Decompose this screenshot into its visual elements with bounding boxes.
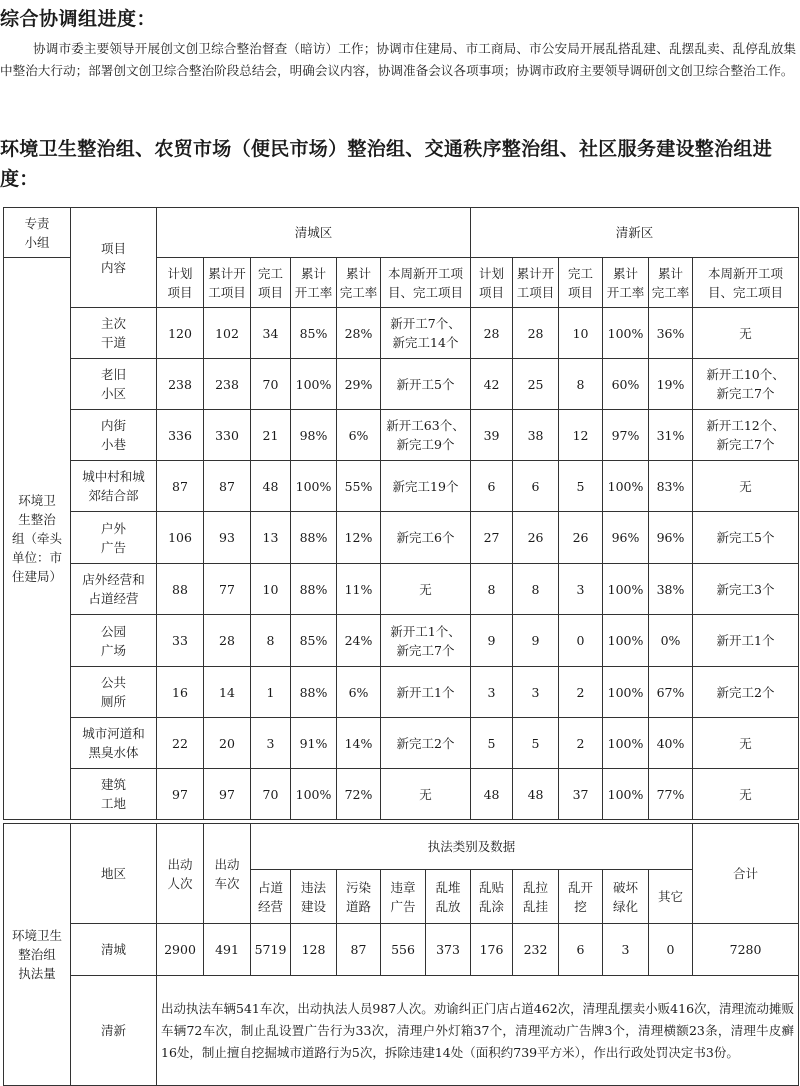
cell-qingcheng: 13 xyxy=(251,512,291,564)
section-title-progress: 环境卫生整治组、农贸市场（便民市场）整治组、交通秩序整治组、社区服务建设整治组进度： xyxy=(0,138,773,190)
cell-qingcheng: 72% xyxy=(337,769,381,820)
value-qingcheng: 373 xyxy=(426,924,471,976)
cell-qingxin: 2 xyxy=(559,718,603,769)
row-item-label: 公园 广场 xyxy=(71,615,157,667)
value-qingcheng: 176 xyxy=(471,924,513,976)
enforcement-table xyxy=(3,823,799,1086)
group-label: 环境卫 生整治 组（牵头 单位：市 住建局） xyxy=(4,258,71,820)
cell-qingcheng: 55% xyxy=(337,461,381,512)
cell-qingxin: 19% xyxy=(649,359,693,410)
table-row xyxy=(4,461,799,512)
area-qingcheng: 清城 xyxy=(71,924,157,976)
cell-qingxin: 100% xyxy=(603,308,649,359)
category-header: 乱贴 乱涂 xyxy=(471,870,513,924)
cell-qingxin: 25 xyxy=(513,359,559,410)
cell-qingcheng: 102 xyxy=(204,308,251,359)
table-row xyxy=(4,718,799,769)
category-header: 违法 建设 xyxy=(291,870,337,924)
header-district-qingxin: 清新区 xyxy=(471,208,799,258)
cell-qingxin: 28 xyxy=(471,308,513,359)
row-item-label: 公共 厕所 xyxy=(71,667,157,718)
cell-qingxin: 新完工3个 xyxy=(693,564,799,615)
col-header: 本周新开工项 目、完工项目 xyxy=(381,258,471,308)
cell-qingxin: 新完工5个 xyxy=(693,512,799,564)
cell-qingxin: 27 xyxy=(471,512,513,564)
category-header: 占道 经营 xyxy=(251,870,291,924)
col-header: 本周新开工项 目、完工项目 xyxy=(693,258,799,308)
cell-qingxin: 40% xyxy=(649,718,693,769)
cell-qingxin: 无 xyxy=(693,461,799,512)
cell-qingxin: 48 xyxy=(471,769,513,820)
cell-qingxin: 9 xyxy=(513,615,559,667)
header-vehicles: 出动 车次 xyxy=(204,824,251,924)
category-header: 破坏 绿化 xyxy=(603,870,649,924)
cell-qingcheng: 28% xyxy=(337,308,381,359)
col-header: 计划 项目 xyxy=(157,258,204,308)
cell-qingxin: 无 xyxy=(693,718,799,769)
category-header: 乱堆 乱放 xyxy=(426,870,471,924)
cell-qingxin: 36% xyxy=(649,308,693,359)
coordination-paragraph: 协调市委主要领导开展创文创卫综合整治督查（暗访）工作；协调市住建局、市工商局、市公安局开展乱搭乱建、乱摆乱卖、乱停乱放集中整治大行动；部署创文创卫综合整治阶段总结会，明确会议内容，协调准备会议各项事项；协调市政府主要领导调研创文创卫综合整治工作。 xyxy=(0,41,796,78)
cell-qingcheng: 21 xyxy=(251,410,291,461)
cell-qingxin: 新开工1个 xyxy=(693,615,799,667)
cell-qingcheng: 88% xyxy=(291,667,337,718)
cell-qingcheng: 70 xyxy=(251,769,291,820)
cell-qingxin: 67% xyxy=(649,667,693,718)
table-row xyxy=(4,564,799,615)
cell-qingxin: 26 xyxy=(559,512,603,564)
cell-qingcheng: 10 xyxy=(251,564,291,615)
header-item: 项目 内容 xyxy=(71,208,157,308)
table-row xyxy=(4,667,799,718)
cell-qingxin: 5 xyxy=(559,461,603,512)
enforcement-group-label: 环境卫生 整治组 执法量 xyxy=(4,824,71,1086)
cell-qingcheng: 6% xyxy=(337,667,381,718)
cell-qingcheng: 新开工7个、 新完工14个 xyxy=(381,308,471,359)
cell-qingxin: 0% xyxy=(649,615,693,667)
total-qingcheng: 7280 xyxy=(693,924,799,976)
header-enforcement: 执法类别及数据 xyxy=(251,824,693,870)
table-row xyxy=(4,512,799,564)
qingxin-summary: 出动执法车辆541车次，出动执法人员987人次。劝谕纠正门店占道462次，清理乱摆卖小贩416次，清理流动摊贩车辆72车次，制止乱设置广告行为33次，清理户外灯箱37个，清理流动广告牌3个，清理横额23条，清理牛皮癣16处，制止擅自挖掘城市道路行为5次，拆除违建14处（面积约739平方米），作出行政处罚决定书3份。 xyxy=(157,976,799,1086)
cell-qingcheng: 238 xyxy=(204,359,251,410)
cell-qingcheng: 70 xyxy=(251,359,291,410)
cell-qingcheng: 新完工6个 xyxy=(381,512,471,564)
value-qingcheng: 6 xyxy=(559,924,603,976)
header-area: 地区 xyxy=(71,824,157,924)
cell-qingcheng: 22 xyxy=(157,718,204,769)
cell-qingxin: 48 xyxy=(513,769,559,820)
cell-qingxin: 100% xyxy=(603,461,649,512)
cell-qingxin: 42 xyxy=(471,359,513,410)
cell-qingxin: 新开工10个、 新完工7个 xyxy=(693,359,799,410)
cell-qingxin: 2 xyxy=(559,667,603,718)
cell-qingcheng: 85% xyxy=(291,308,337,359)
people-qingcheng: 2900 xyxy=(157,924,204,976)
col-header: 累计开 工项目 xyxy=(513,258,559,308)
cell-qingcheng: 33 xyxy=(157,615,204,667)
cell-qingcheng: 8 xyxy=(251,615,291,667)
cell-qingxin: 38% xyxy=(649,564,693,615)
cell-qingxin: 100% xyxy=(603,564,649,615)
cell-qingcheng: 97 xyxy=(204,769,251,820)
cell-qingxin: 5 xyxy=(513,718,559,769)
cell-qingcheng: 29% xyxy=(337,359,381,410)
cell-qingxin: 5 xyxy=(471,718,513,769)
category-header: 其它 xyxy=(649,870,693,924)
row-item-label: 店外经营和 占道经营 xyxy=(71,564,157,615)
row-item-label: 城市河道和 黑臭水体 xyxy=(71,718,157,769)
col-header: 累计 完工率 xyxy=(649,258,693,308)
cell-qingcheng: 77 xyxy=(204,564,251,615)
category-header: 乱开 挖 xyxy=(559,870,603,924)
table-row xyxy=(4,308,799,359)
cell-qingxin: 100% xyxy=(603,718,649,769)
cell-qingxin: 新完工2个 xyxy=(693,667,799,718)
value-qingcheng: 3 xyxy=(603,924,649,976)
cell-qingxin: 96% xyxy=(603,512,649,564)
cell-qingcheng: 87 xyxy=(204,461,251,512)
cell-qingcheng: 87 xyxy=(157,461,204,512)
table-row xyxy=(4,410,799,461)
header-total: 合计 xyxy=(693,824,799,924)
cell-qingxin: 37 xyxy=(559,769,603,820)
category-header: 乱拉 乱挂 xyxy=(513,870,559,924)
cell-qingcheng: 100% xyxy=(291,359,337,410)
cell-qingxin: 31% xyxy=(649,410,693,461)
section-title-coordination: 综合协调组进度： xyxy=(0,8,157,30)
cell-qingcheng: 新完工2个 xyxy=(381,718,471,769)
cell-qingcheng: 106 xyxy=(157,512,204,564)
category-header: 污染 道路 xyxy=(337,870,381,924)
value-qingcheng: 87 xyxy=(337,924,381,976)
progress-table xyxy=(3,207,799,820)
table-row xyxy=(4,359,799,410)
cell-qingcheng: 24% xyxy=(337,615,381,667)
cell-qingxin: 28 xyxy=(513,308,559,359)
cell-qingxin: 60% xyxy=(603,359,649,410)
cell-qingcheng: 6% xyxy=(337,410,381,461)
table-row xyxy=(4,615,799,667)
cell-qingcheng: 93 xyxy=(204,512,251,564)
value-qingcheng: 5719 xyxy=(251,924,291,976)
row-item-label: 老旧 小区 xyxy=(71,359,157,410)
cell-qingxin: 3 xyxy=(471,667,513,718)
value-qingcheng: 556 xyxy=(381,924,426,976)
cell-qingcheng: 20 xyxy=(204,718,251,769)
cell-qingcheng: 14% xyxy=(337,718,381,769)
cell-qingxin: 无 xyxy=(693,769,799,820)
cell-qingcheng: 34 xyxy=(251,308,291,359)
cell-qingxin: 6 xyxy=(513,461,559,512)
cell-qingcheng: 91% xyxy=(291,718,337,769)
value-qingcheng: 0 xyxy=(649,924,693,976)
col-header: 累计 完工率 xyxy=(337,258,381,308)
category-header: 违章 广告 xyxy=(381,870,426,924)
area-qingxin: 清新 xyxy=(71,976,157,1086)
cell-qingcheng: 97 xyxy=(157,769,204,820)
cell-qingxin: 9 xyxy=(471,615,513,667)
cell-qingcheng: 120 xyxy=(157,308,204,359)
cell-qingcheng: 88% xyxy=(291,512,337,564)
cell-qingxin: 96% xyxy=(649,512,693,564)
cell-qingcheng: 88 xyxy=(157,564,204,615)
col-header: 累计开 工项目 xyxy=(204,258,251,308)
cell-qingxin: 8 xyxy=(471,564,513,615)
row-item-label: 户外 广告 xyxy=(71,512,157,564)
cell-qingcheng: 3 xyxy=(251,718,291,769)
cell-qingcheng: 新开工63个、 新完工9个 xyxy=(381,410,471,461)
col-header: 完工 项目 xyxy=(559,258,603,308)
table-row xyxy=(4,769,799,820)
col-header: 累计 开工率 xyxy=(603,258,649,308)
cell-qingcheng: 无 xyxy=(381,564,471,615)
vehicles-qingcheng: 491 xyxy=(204,924,251,976)
cell-qingxin: 100% xyxy=(603,615,649,667)
cell-qingcheng: 238 xyxy=(157,359,204,410)
cell-qingxin: 3 xyxy=(513,667,559,718)
col-header: 完工 项目 xyxy=(251,258,291,308)
cell-qingxin: 8 xyxy=(513,564,559,615)
cell-qingcheng: 88% xyxy=(291,564,337,615)
row-item-label: 主次 干道 xyxy=(71,308,157,359)
value-qingcheng: 232 xyxy=(513,924,559,976)
header-group: 专责 小组 xyxy=(4,208,71,258)
cell-qingcheng: 新开工5个 xyxy=(381,359,471,410)
cell-qingxin: 77% xyxy=(649,769,693,820)
cell-qingxin: 10 xyxy=(559,308,603,359)
cell-qingcheng: 新开工1个 xyxy=(381,667,471,718)
cell-qingcheng: 12% xyxy=(337,512,381,564)
row-item-label: 内街 小巷 xyxy=(71,410,157,461)
cell-qingcheng: 330 xyxy=(204,410,251,461)
cell-qingcheng: 85% xyxy=(291,615,337,667)
cell-qingcheng: 48 xyxy=(251,461,291,512)
row-item-label: 城中村和城 郊结合部 xyxy=(71,461,157,512)
cell-qingcheng: 14 xyxy=(204,667,251,718)
cell-qingcheng: 11% xyxy=(337,564,381,615)
cell-qingxin: 97% xyxy=(603,410,649,461)
cell-qingcheng: 100% xyxy=(291,769,337,820)
cell-qingxin: 83% xyxy=(649,461,693,512)
cell-qingxin: 100% xyxy=(603,769,649,820)
header-people: 出动 人次 xyxy=(157,824,204,924)
cell-qingxin: 39 xyxy=(471,410,513,461)
cell-qingxin: 8 xyxy=(559,359,603,410)
cell-qingcheng: 1 xyxy=(251,667,291,718)
cell-qingxin: 3 xyxy=(559,564,603,615)
cell-qingcheng: 336 xyxy=(157,410,204,461)
row-item-label: 建筑 工地 xyxy=(71,769,157,820)
cell-qingxin: 6 xyxy=(471,461,513,512)
cell-qingxin: 12 xyxy=(559,410,603,461)
cell-qingcheng: 16 xyxy=(157,667,204,718)
cell-qingcheng: 98% xyxy=(291,410,337,461)
cell-qingxin: 38 xyxy=(513,410,559,461)
cell-qingxin: 0 xyxy=(559,615,603,667)
cell-qingxin: 无 xyxy=(693,308,799,359)
col-header: 累计 开工率 xyxy=(291,258,337,308)
cell-qingcheng: 新开工1个、 新完工7个 xyxy=(381,615,471,667)
cell-qingxin: 100% xyxy=(603,667,649,718)
cell-qingcheng: 28 xyxy=(204,615,251,667)
cell-qingxin: 26 xyxy=(513,512,559,564)
value-qingcheng: 128 xyxy=(291,924,337,976)
cell-qingcheng: 无 xyxy=(381,769,471,820)
header-district-qingcheng: 清城区 xyxy=(157,208,471,258)
col-header: 计划 项目 xyxy=(471,258,513,308)
cell-qingcheng: 100% xyxy=(291,461,337,512)
cell-qingxin: 新开工12个、 新完工7个 xyxy=(693,410,799,461)
cell-qingcheng: 新完工19个 xyxy=(381,461,471,512)
